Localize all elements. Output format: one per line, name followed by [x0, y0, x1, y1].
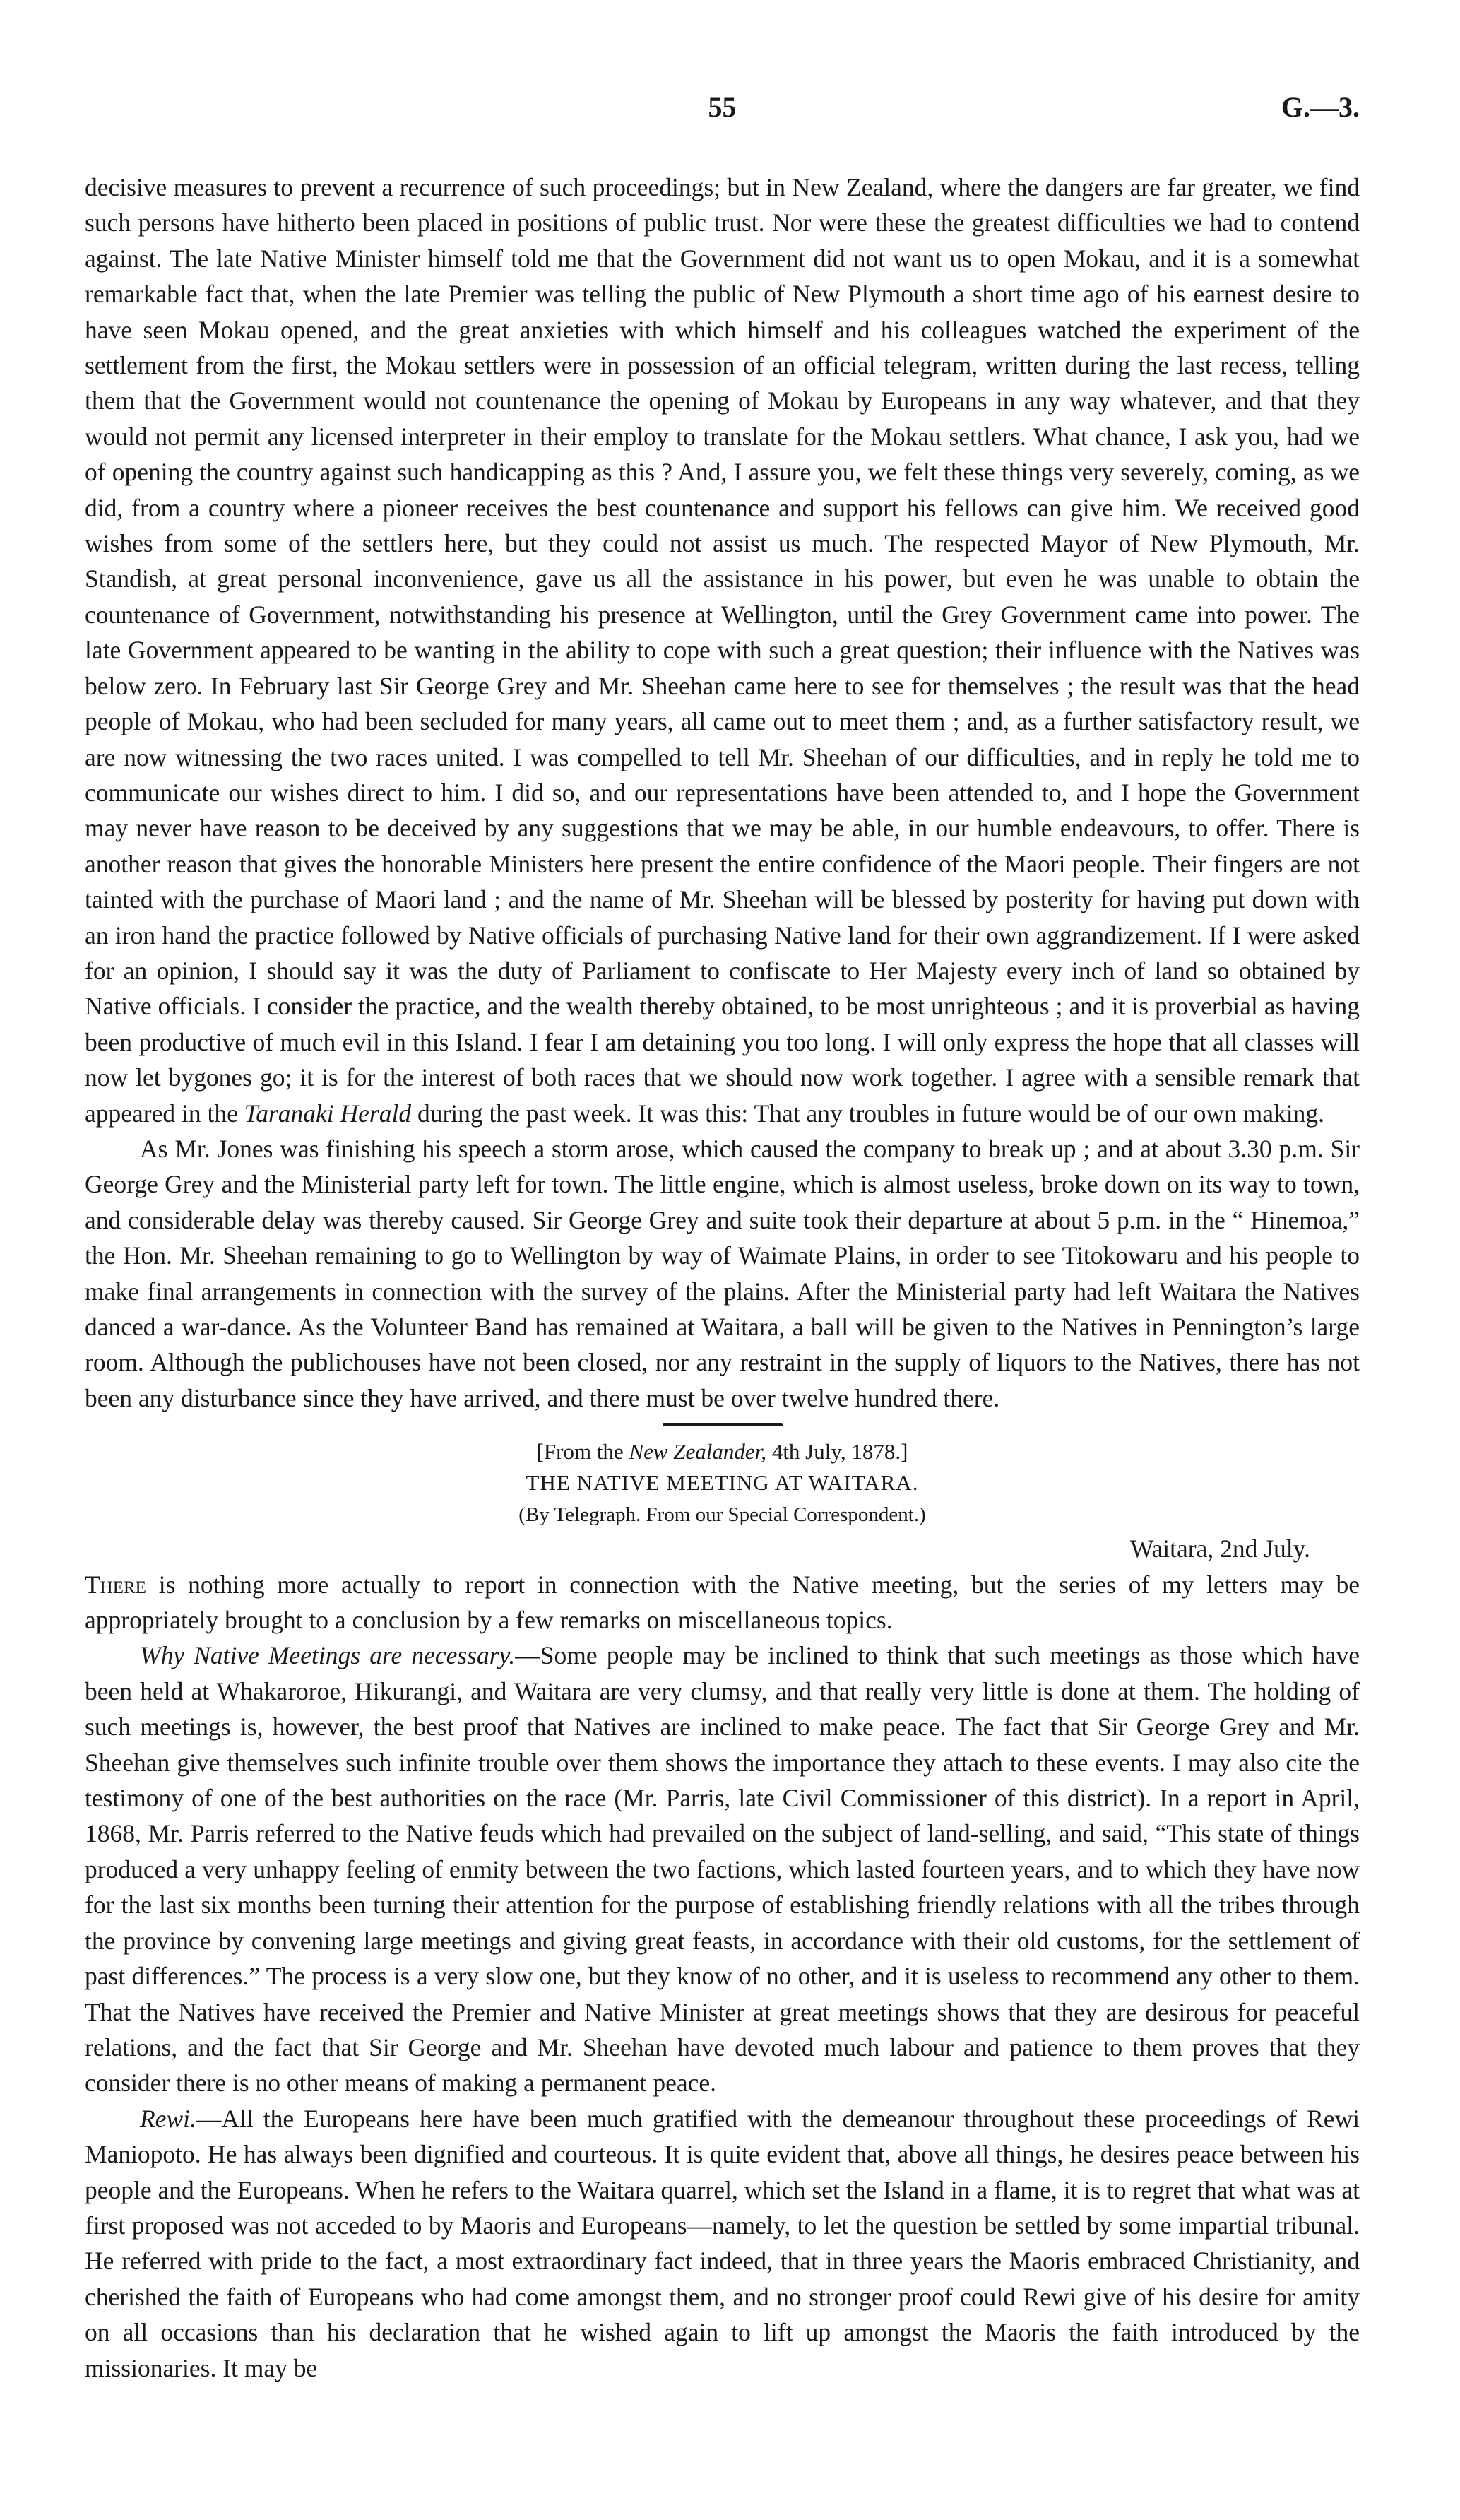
section-divider: [663, 1423, 783, 1426]
source-citation: [85, 1436, 1360, 1467]
paragraph-text: —Some people may be inclined to think that such meetings as those which have been held at Whakaroroe, Hikurangi, and Waitara are very clumsy, and that really very little is done at them. The holding of such meetings is, however, the best proof that Natives are inclined to make peace. The fact that Sir George Grey and Mr. Sheehan give themselves such infinite trouble over them shows the importance they attach to these events. I may also cite the testimony of one of the best authorities on the race (Mr. Parris, late Civil Commissioner of this district). In a report in April, 1868, Mr. Parris referred to the Native feuds which had prevailed on the subject of land-selling, and said, “This state of things produced a very unhappy feeling of enmity between the two factions, which lasted fourteen years, and to which they have now for the last six months been turning their attention for the purpose of establishing friendly relations with all the tribes through the province by convening large meetings and giving great feasts, in accordance with their old customs, for the settlement of past differences.” The process is a very slow one, but they know of no other, and it is useless to recommend any other to them. That the Natives have received the Premier and Native Minister at great meetings shows that they are desirous for peaceful relations, and the fact that Sir George and Mr. Sheehan have devoted much labour and patience to them proves that they consider there is no other means of making a permanent peace.: [85, 1641, 1360, 2098]
paragraph-departure: As Mr. Jones was finishing his speech a storm arose, which caused the company to break up ; and at about 3.30 p.m. Sir George Grey and the Ministerial party left for town. The little engine, which is almost useless, broke down on its way to town, and considerable delay was thereby caused. Sir George Grey and suite took their departure at about 5 p.m. in the “ Hinemoa,” the Hon. Mr. Sheehan remaining to go to Wellington by way of Waimate Plains, in order to see Titokowaru and his people to make final arrangements in connection with the survey of the plains. After the Ministerial party had left Waitara the Natives danced a war-dance. As the Volunteer Band has remained at Waitara, a ball will be given to the Natives in Pennington’s large room. Although the publichouses have not been closed, nor any restraint in the supply of liquors to the Natives, there has not been any disturbance since they have arrived, and there must be over twelve hundred there.: [85, 1134, 1360, 1412]
article-body: [85, 170, 1360, 2386]
section-heading: Rewi.: [140, 2104, 196, 2133]
paragraph-text: decisive measures to prevent a recurrence of such proceedings; but in New Zealand, where the dangers are far greater, we find such persons have hitherto been placed in positions of public trust. Nor were these the greatest difficulties we had to contend against. The late Native Minister himself told me that the Government did not want us to open Mokau, and it is a somewhat remarkable fact that, when the late Premier was telling the public of New Plymouth a short time ago of his earnest desire to have seen Mokau opened, and the great anxieties with which himself and his colleagues watched the experiment of the settlement from the first, the Mokau settlers were in possession of an official telegram, written during the last recess, telling them that the Government would not countenance the opening of Mokau by Europeans in any way whatever, and that they would not permit any licensed interpreter in their employ to translate for the Mokau settlers. What chance, I ask you, had we of opening the country against such handicapping as this ? And, I assure you, we felt these things very severely, coming, as we did, from a country where a pioneer receives the best countenance and support his fellows can give him. We received good wishes from some of the settlers here, but they could not assist us much. The respected Mayor of New Plymouth, Mr. Standish, at great personal inconvenience, gave us all the assistance in his power, but even he was unable to obtain the countenance of Government, notwithstanding his presence at Wellington, until the Grey Government came into power. The late Government appeared to be wanting in the ability to cope with such a great question; their influence with the Natives was below zero. In February last Sir George Grey and Mr. Sheehan came here to see for themselves ; the result was that the head people of Mokau, who had been secluded for many years, all came out to meet them ; and, as a further satisfactory result, we are now witnessing the two races united. I was compelled to tell Mr. Sheehan of our difficulties, and in reply he told me to communicate our wishes direct to him. I did so, and our representations have been attended to, and I hope the Government may never have reason to be deceived by any suggestions that we may be able, in our humble endeavours, to offer. There is another reason that gives the honorable Ministers here present the entire confidence of the Maori people. Their fingers are not tainted with the purchase of Maori land ; and the name of Mr. Sheehan will be blessed by posterity for having put down with an iron hand the practice followed by Native officials of purchasing Native land for their own aggrandizement. If I were asked for an opinion, I should say it was the duty of Parliament to confiscate to Her Majesty every inch of land so obtained by Native officials. I consider the practice, and the wealth thereby obtained, to be most unrighteous ; and it is proverbial as having been productive of much evil in this Island. I fear I am detaining you too long. I will only express the hope that all classes will now let bygones go; it is for the interest of both races that we should now work together. I agree with a sensible remark that appeared in the: [85, 173, 1360, 1128]
page-number: 55: [708, 91, 737, 123]
source-prefix: [From the: [536, 1439, 624, 1465]
page-header: [85, 90, 1360, 140]
paragraph-rewi: [85, 2101, 1360, 2386]
document-code: G.—3.: [1281, 91, 1360, 123]
telegraph-byline: (By Telegraph. From our Special Correspondent.): [518, 1503, 926, 1527]
source-newspaper: New Zealander,: [629, 1439, 767, 1465]
dateline: Waitara, 2nd July.: [1129, 1534, 1310, 1563]
paragraph-text: —All the Europeans here have been much gratified with the demeanour throughout these proceedings of Rewi Maniopoto. He has always been dignified and courteous. It is quite evident that, above all things, he desires peace between his people and the Europeans. When he refers to the Waitara quarrel, which set the Island in a flame, it is to regret that what was at first proposed was not acceded to by Maoris and Europeans—namely, to let the question be settled by some impartial tribunal. He referred with pride to the fact, a most extraordinary fact indeed, that in three years the Maoris embraced Christianity, and cherished the faith of Europeans who had come amongst them, and no stronger proof could Rewi give of his desire for amity on all occasions than his declaration that he wished again to lift up amongst the Maoris the faith introduced by the missionaries. It may be: [85, 2104, 1360, 2382]
paragraph-text: is nothing more actually to report in connection with the Native meeting, but the series of my letters may be appropriately brought to a conclusion by a few remarks on miscellaneous topics.: [85, 1570, 1360, 1635]
paragraph-native-meetings: [85, 1638, 1360, 2100]
newspaper-title: Taranaki Herald: [244, 1099, 412, 1128]
paragraph-intro: [85, 1567, 1360, 1638]
article-title: THE NATIVE MEETING AT WAITARA.: [526, 1470, 919, 1496]
paragraph-continued-speech: [85, 170, 1360, 1131]
source-date: 4th July, 1878.]: [771, 1439, 908, 1465]
section-heading: Why Native Meetings are necessary.: [140, 1641, 516, 1670]
paragraph-text-end: during the past week. It was this: That any troubles in future would be of our own making.: [417, 1099, 1324, 1128]
lead-word: There: [85, 1570, 146, 1599]
